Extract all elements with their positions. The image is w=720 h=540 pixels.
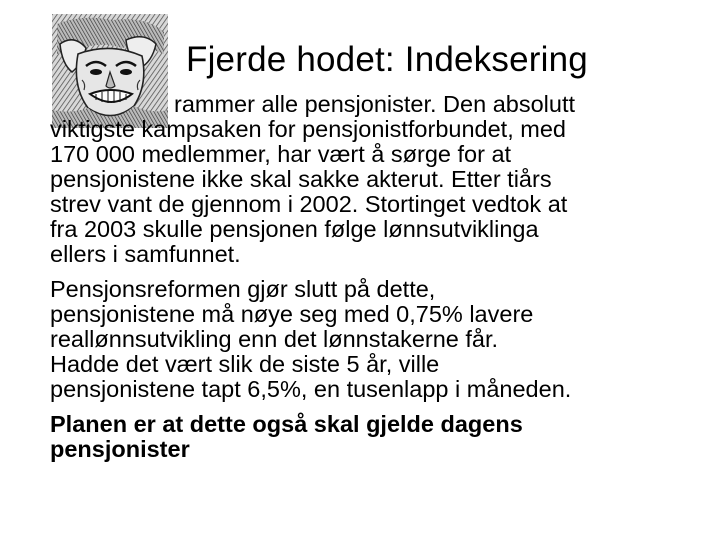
- paragraph-1-line-1: rammer alle pensjonister. Den absolutt: [174, 91, 576, 117]
- paragraph-2-line-2: pensjonistene må nøye seg med 0,75% lavere: [50, 301, 534, 327]
- paragraph-2-line-3: reallønnsutvikling enn det lønnstakerne får.: [50, 326, 499, 352]
- paragraph-1-line-3: 170 000 medlemmer, har vært å sørge for at: [50, 141, 512, 167]
- screaming-face-icon: [52, 14, 168, 128]
- paragraph-2-line-1: Pensjonsreformen gjør slutt på dette,: [50, 276, 436, 302]
- paragraph-3-line-1: Planen er at dette også skal gjelde dagens: [50, 411, 523, 437]
- paragraph-1-line-5: strev vant de gjennom i 2002. Stortinget vedtok at: [50, 191, 568, 217]
- paragraph-1-line-6: fra 2003 skulle pensjonen følge lønnsutviklinga: [50, 216, 539, 242]
- slide-title: Fjerde hodet: Indeksering: [186, 40, 588, 79]
- paragraph-2-line-5: pensjonistene tapt 6,5%, en tusenlapp i måneden.: [50, 376, 572, 402]
- paragraph-2-line-4: Hadde det vært slik de siste 5 år, ville: [50, 351, 440, 377]
- paragraph-1-line-2: viktigste kampsaken for pensjonistforbundet, med: [50, 116, 566, 142]
- paragraph-1-line-4: pensjonistene ikke skal sakke akterut. Etter tiårs: [50, 166, 552, 192]
- paragraph-3-line-2: pensjonister: [50, 436, 190, 462]
- paragraph-1-line-7: ellers i samfunnet.: [50, 241, 241, 267]
